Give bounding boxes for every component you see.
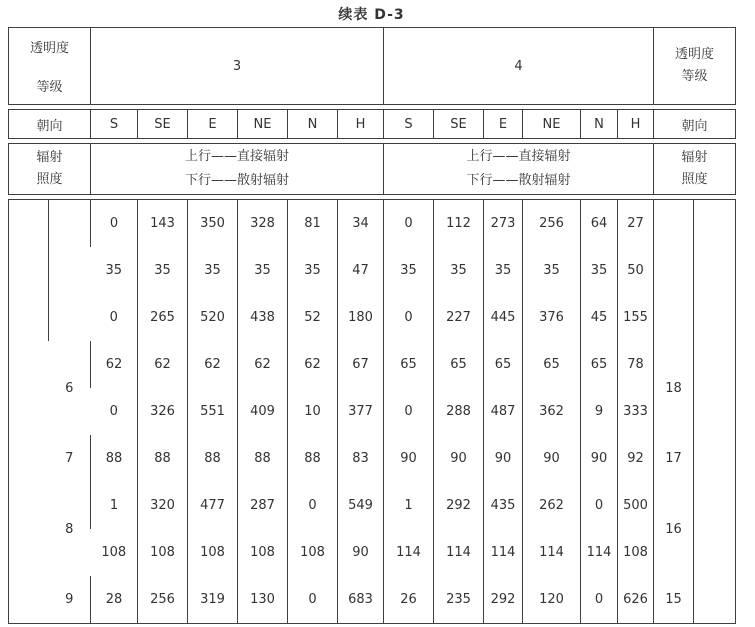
value-g3-ne: 35 xyxy=(238,247,288,294)
value-g3-h: 377 xyxy=(338,388,384,435)
value-g3-e: 551 xyxy=(188,388,238,435)
radiation-line1: 辐射 xyxy=(681,150,708,165)
value-g3-h: 83 xyxy=(338,435,384,482)
value-g4-se: 35 xyxy=(434,247,484,294)
value-g4-s: 90 xyxy=(384,435,434,482)
header-band-orientation xyxy=(8,109,736,139)
value-g3-e: 62 xyxy=(188,341,238,388)
value-g4-h: 333 xyxy=(618,388,654,435)
value-g3-se: 35 xyxy=(138,247,188,294)
value-g4-n: 114 xyxy=(581,529,618,576)
orientation-col-se-g3: SE xyxy=(138,110,188,139)
value-g4-n: 0 xyxy=(581,482,618,529)
value-g3-e: 520 xyxy=(188,294,238,341)
radiation-note-line1: 上行——直接辐射 xyxy=(184,149,289,164)
value-g4-se: 292 xyxy=(434,482,484,529)
value-g4-s: 114 xyxy=(384,529,434,576)
value-g3-s: 0 xyxy=(109,310,118,325)
value-g4-ne: 65 xyxy=(523,341,581,388)
value-g4-se: 288 xyxy=(434,388,484,435)
value-g4-ne: 114 xyxy=(523,529,581,576)
value-g4-se: 114 xyxy=(434,529,484,576)
value-g4-n: 65 xyxy=(581,341,618,388)
orientation-col-e-g4: E xyxy=(484,110,523,139)
right-group-label: 17 xyxy=(654,435,694,482)
value-g4-se: 235 xyxy=(434,576,484,624)
value-g3-n: 62 xyxy=(288,341,338,388)
value-g3-s: 28 xyxy=(91,576,138,624)
value-g4-n: 90 xyxy=(581,435,618,482)
value-g4-s: 65 xyxy=(384,341,434,388)
value-g4-ne: 362 xyxy=(523,388,581,435)
header-band-transparency xyxy=(8,27,736,105)
radiation-header-right xyxy=(654,144,736,195)
value-g3-s: 0 xyxy=(91,200,138,248)
value-g4-s: 35 xyxy=(384,247,434,294)
radiation-header-left xyxy=(9,144,91,195)
value-g4-e: 487 xyxy=(484,388,523,435)
value-g3-ne: 62 xyxy=(238,341,288,388)
value-g3-n: 108 xyxy=(288,529,338,576)
radiation-header-right-text xyxy=(654,147,735,191)
value-g3-ne: 108 xyxy=(238,529,288,576)
radiation-note-line1: 上行——直接辐射 xyxy=(466,149,571,164)
value-g3-e: 88 xyxy=(188,435,238,482)
radiation-note-g4-text xyxy=(384,145,653,193)
value-g3-s: 35 xyxy=(105,263,123,278)
value-g4-e: 435 xyxy=(484,482,523,529)
value-g4-se: 112 xyxy=(434,200,484,248)
value-g4-n: 0 xyxy=(581,576,618,624)
value-g3-n: 52 xyxy=(288,294,338,341)
value-g3-e: 350 xyxy=(188,200,238,248)
value-g4-e: 114 xyxy=(484,529,523,576)
orientation-col-h-g3: H xyxy=(338,110,384,139)
value-g3-s: 62 xyxy=(91,341,138,388)
value-g3-h: 683 xyxy=(338,576,384,624)
value-g4-e: 273 xyxy=(484,200,523,248)
value-g3-h: 180 xyxy=(338,294,384,341)
right-edge-column xyxy=(694,200,736,624)
value-g4-ne: 90 xyxy=(523,435,581,482)
transparency-line2: 等级 xyxy=(681,69,708,84)
value-g3-ne: 88 xyxy=(238,435,288,482)
value-g4-n: 45 xyxy=(581,294,618,341)
value-g3-e: 35 xyxy=(188,247,238,294)
value-g3-n: 35 xyxy=(288,247,338,294)
value-g4-h: 626 xyxy=(618,576,654,624)
orientation-col-se-g4: SE xyxy=(434,110,484,139)
right-group-label: 18 xyxy=(654,341,694,435)
orientation-header-left: 朝向 xyxy=(36,118,63,134)
transparency-line1: 透明度 xyxy=(29,41,69,56)
radiation-line1: 辐射 xyxy=(36,150,63,165)
value-g3-se: 62 xyxy=(138,341,188,388)
value-g4-h: 27 xyxy=(618,200,654,248)
right-group-label: 16 xyxy=(654,482,694,576)
value-g4-n: 35 xyxy=(581,247,618,294)
value-g3-n: 10 xyxy=(288,388,338,435)
value-g3-se: 88 xyxy=(138,435,188,482)
orientation-col-h-g4: H xyxy=(618,110,654,139)
left-group-label: 8 xyxy=(65,521,74,537)
value-g3-e: 477 xyxy=(188,482,238,529)
value-g4-ne: 376 xyxy=(523,294,581,341)
value-g3-n: 0 xyxy=(288,576,338,624)
transparency-header-right-text xyxy=(654,44,735,88)
orientation-header-right: 朝向 xyxy=(654,110,736,139)
value-g3-h: 67 xyxy=(338,341,384,388)
value-g3-n: 81 xyxy=(288,200,338,248)
value-g3-e: 108 xyxy=(188,529,238,576)
orientation-col-s-g4: S xyxy=(384,110,434,139)
value-g4-ne: 256 xyxy=(523,200,581,248)
value-g4-se: 227 xyxy=(434,294,484,341)
value-g3-se: 326 xyxy=(138,388,188,435)
value-g4-s: 0 xyxy=(384,294,434,341)
value-g4-s: 26 xyxy=(384,576,434,624)
page-title: 续表 D-3 xyxy=(338,7,405,23)
value-g3-s: 0 xyxy=(109,404,118,419)
value-g4-h: 50 xyxy=(618,247,654,294)
value-g4-ne: 262 xyxy=(523,482,581,529)
orientation-col-ne-g3: NE xyxy=(238,110,288,139)
radiation-line2: 照度 xyxy=(681,172,708,187)
left-group-label: 7 xyxy=(65,451,74,466)
value-g3-h: 34 xyxy=(338,200,384,248)
value-g4-h: 92 xyxy=(618,435,654,482)
value-g3-se: 256 xyxy=(138,576,188,624)
value-g3-h: 549 xyxy=(338,482,384,529)
transparency-line2: 等级 xyxy=(36,80,63,95)
orientation-col-ne-g4: NE xyxy=(523,110,581,139)
value-g4-ne: 35 xyxy=(523,247,581,294)
grade-group-4: 4 xyxy=(384,28,654,105)
value-g4-n: 64 xyxy=(581,200,618,248)
value-g3-ne: 438 xyxy=(238,294,288,341)
left-group-label: 9 xyxy=(65,592,74,607)
value-g3-s: 108 xyxy=(101,545,127,560)
radiation-note-g3 xyxy=(91,144,384,195)
orientation-col-n-g3: N xyxy=(288,110,338,139)
right-group-label xyxy=(654,200,694,342)
value-g4-h: 78 xyxy=(618,341,654,388)
value-g4-h: 108 xyxy=(618,529,654,576)
value-g4-e: 65 xyxy=(484,341,523,388)
value-g3-ne: 328 xyxy=(238,200,288,248)
value-g3-ne: 409 xyxy=(238,388,288,435)
value-g4-e: 445 xyxy=(484,294,523,341)
value-g4-h: 500 xyxy=(618,482,654,529)
orientation-col-s-g3: S xyxy=(91,110,138,139)
value-g3-ne: 130 xyxy=(238,576,288,624)
value-g4-s: 0 xyxy=(384,200,434,248)
value-g3-n: 0 xyxy=(288,482,338,529)
value-g3-e: 319 xyxy=(188,576,238,624)
value-g3-n: 88 xyxy=(288,435,338,482)
right-group-label: 15 xyxy=(654,576,694,624)
orientation-col-e-g3: E xyxy=(188,110,238,139)
transparency-header-left-text xyxy=(9,37,90,95)
orientation-col-n-g4: N xyxy=(581,110,618,139)
value-g3-h: 47 xyxy=(338,247,384,294)
value-g4-se: 90 xyxy=(434,435,484,482)
value-g4-e: 90 xyxy=(484,435,523,482)
radiation-line2: 照度 xyxy=(36,172,63,187)
header-band-radiation xyxy=(8,143,736,195)
value-g3-h: 90 xyxy=(338,529,384,576)
radiation-note-g3-text xyxy=(91,145,383,193)
value-g4-s: 0 xyxy=(384,388,434,435)
transparency-header-left xyxy=(9,28,91,105)
radiation-note-g4 xyxy=(384,144,654,195)
value-g3-s: 88 xyxy=(91,435,138,482)
value-g4-s: 1 xyxy=(384,482,434,529)
value-g3-se: 108 xyxy=(138,529,188,576)
value-g3-se: 320 xyxy=(138,482,188,529)
value-g3-se: 265 xyxy=(138,294,188,341)
radiation-note-line2: 下行——散射辐射 xyxy=(184,173,289,188)
left-group-label: 6 xyxy=(65,380,74,396)
transparency-header-right xyxy=(654,28,736,105)
transparency-line1: 透明度 xyxy=(674,47,714,62)
value-g3-se: 143 xyxy=(138,200,188,248)
radiation-note-line2: 下行——散射辐射 xyxy=(466,173,571,188)
value-g3-s: 1 xyxy=(91,482,138,529)
value-g4-ne: 120 xyxy=(523,576,581,624)
left-group-label xyxy=(49,200,91,342)
value-g4-n: 9 xyxy=(581,388,618,435)
value-g4-se: 65 xyxy=(434,341,484,388)
data-grid xyxy=(8,199,736,624)
value-g4-e: 292 xyxy=(484,576,523,624)
value-g4-h: 155 xyxy=(618,294,654,341)
radiation-header-left-text xyxy=(9,147,90,191)
left-edge-column xyxy=(9,200,49,624)
value-g3-ne: 287 xyxy=(238,482,288,529)
grade-group-3: 3 xyxy=(91,28,384,105)
value-g4-e: 35 xyxy=(484,247,523,294)
